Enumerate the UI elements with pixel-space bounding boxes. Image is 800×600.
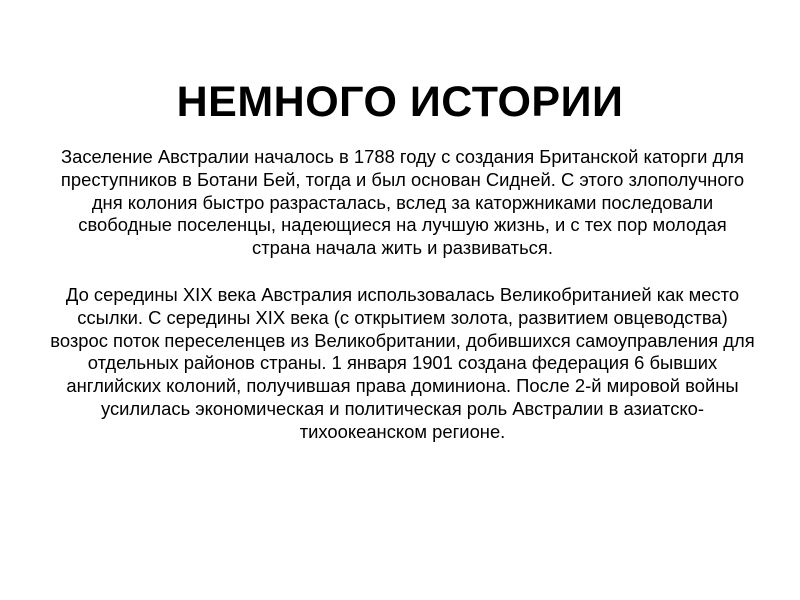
slide-title: НЕМНОГО ИСТОРИИ [176,77,624,126]
paragraph-federation: До середины XIX века Австралия использовалась Великобританией как место ссылки. С середины XIX века (с открытием золота, развитием овцеводства) возрос поток переселенцев из Великобритании, добившихся самоуправления для отдельных районов страны. 1 января 1901 создана федерация 6 бывших английских колоний, получившая права доминиона. После 2-й мировой войны усилилась экономическая и политическая роль Австралии в азиатско-тихоокеанском регионе. [50,283,755,442]
paragraph-settlement: Заселение Австралии началось в 1788 году с создания Британской каторги для преступников в Ботани Бей, тогда и был основан Сидней. С этого злополучного дня колония быстро разрасталась, вслед за каторжниками последовали свободные поселенцы, надеющиеся на лучшую жизнь, и с тех пор молодая страна начала жить и развиваться. [60,146,745,259]
slide-body [50,146,755,444]
